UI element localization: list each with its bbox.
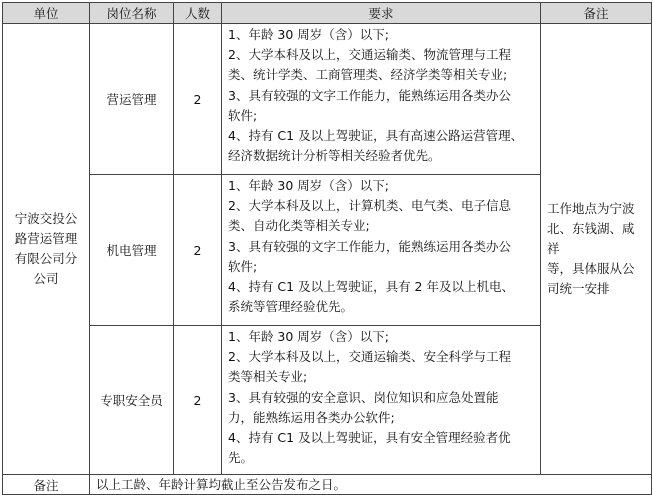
table-row	[3, 24, 652, 175]
header-count: 人数	[174, 3, 222, 24]
location-note-line: 等，具体服从公	[547, 261, 635, 276]
requirement-line: 力，能熟练运用各类办公软件;	[228, 409, 395, 425]
headcount: 2	[174, 326, 222, 475]
unit-name-line: 路营运管理	[14, 231, 78, 246]
requirement-line: 1、年龄 30 周岁（含）以下;	[228, 27, 390, 42]
role-title: 营运管理	[90, 24, 174, 175]
footer-row	[3, 475, 652, 495]
requirement-line: 2、大学本科及以上，交通运输类、物流管理与工程	[228, 47, 511, 63]
requirement-line: 3、具有较强的文字工作能力，能熟练运用各类办公	[228, 87, 511, 103]
role-title: 机电管理	[90, 175, 174, 326]
requirement-line: 1、年龄 30 周岁（含）以下;	[228, 329, 390, 344]
requirement-line: 4、持有 C1 及以上驾驶证，具有 2 年及以上机电、	[228, 279, 514, 295]
header-requirements: 要求	[222, 3, 541, 24]
header-role: 岗位名称	[90, 3, 174, 24]
requirement-line: 3、具有较强的文字工作能力，能熟练运用各类办公	[228, 238, 511, 254]
requirement-line: 软件;	[228, 107, 258, 123]
requirements-cell	[222, 24, 541, 175]
requirement-line: 类、统计学类、工商管理类、经济学类等相关专业;	[228, 67, 508, 83]
unit-name-line: 公司	[33, 271, 59, 286]
location-note-line: 工作地点为宁波	[547, 201, 635, 216]
requirement-line: 1、年龄 30 周岁（含）以下;	[228, 178, 390, 193]
footer-text: 以上工龄、年龄计算均截止至公告发布之日。	[90, 475, 652, 495]
requirements-cell	[222, 175, 541, 326]
headcount: 2	[174, 24, 222, 175]
unit-name-line: 宁波交投公	[14, 211, 78, 226]
footer-label: 备注	[3, 475, 90, 495]
table-header-row	[3, 3, 652, 24]
requirement-line: 先。	[228, 450, 254, 466]
requirement-line: 系统等管理经验优先。	[228, 299, 354, 315]
recruitment-table	[2, 2, 652, 495]
requirement-line: 经济数据统计分析等相关经验者优先。	[228, 148, 441, 164]
headcount: 2	[174, 175, 222, 326]
requirement-line: 2、大学本科及以上，计算机类、电气类、电子信息	[228, 198, 511, 214]
requirement-line: 类、自动化类等相关专业;	[228, 218, 370, 234]
requirement-line: 类等相关专业;	[228, 369, 308, 385]
requirement-line: 4、持有 C1 及以上驾驶证，具有安全管理经验者优	[228, 430, 511, 446]
location-note-line: 北、东钱湖、咸祥	[547, 221, 635, 256]
requirement-line: 3、具有较强的安全意识、岗位知识和应急处置能	[228, 389, 499, 405]
location-note-line: 司统一安排	[547, 281, 610, 296]
header-unit: 单位	[3, 3, 90, 24]
requirement-line: 4、持有 C1 及以上驾驶证，具有高速公路运营管理、	[228, 128, 524, 144]
requirement-line: 软件;	[228, 258, 258, 274]
unit-name-line: 有限公司分	[14, 251, 78, 266]
unit-name-cell	[3, 24, 90, 475]
requirements-cell	[222, 326, 541, 475]
role-title: 专职安全员	[90, 326, 174, 475]
location-note-cell	[541, 24, 652, 475]
header-notes: 备注	[541, 3, 652, 24]
requirement-line: 2、大学本科及以上，交通运输类、安全科学与工程	[228, 349, 511, 365]
